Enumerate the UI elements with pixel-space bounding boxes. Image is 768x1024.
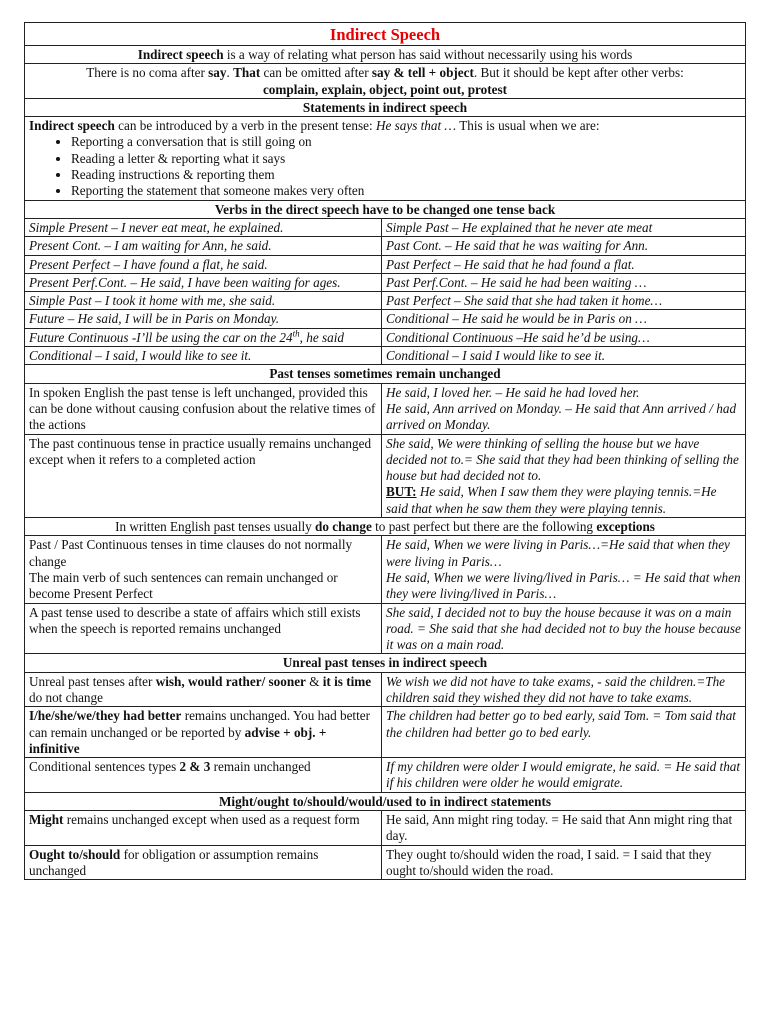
rule-line: Past / Past Continuous tenses in time clauses do not normally change (29, 537, 353, 569)
rule-text: Conditional sentences types (29, 759, 180, 775)
written-exceptions: exceptions (596, 519, 655, 535)
indirect-speech-cell: Conditional – I said I would like to see it. (382, 347, 746, 365)
rule-text: Unreal past tenses after (29, 673, 156, 689)
table-row (25, 237, 746, 255)
direct-speech-cell: Present Cont. – I am waiting for Ann, he said. (25, 237, 382, 255)
example-cell: We wish we did not have to take exams, - said the children.=The children said they wished they did not have to take exams. (382, 672, 746, 707)
but-label: BUT: (386, 484, 417, 500)
rule-text: remains unchanged except when used as a request form (63, 812, 360, 828)
table-row (25, 310, 746, 328)
written-text-2: to past perfect but there are the following (371, 519, 597, 535)
past-unchanged-heading: Past tenses sometimes remain unchanged (25, 365, 746, 383)
unreal-heading: Unreal past tenses in indirect speech (25, 654, 746, 672)
example-line: She said, We were thinking of selling the house but we have decided not to.= She said that they had been thinking of selling the house but had decided not to. (386, 435, 739, 484)
intro-text: is a way of relating what person has said without necessarily using his words (223, 47, 633, 62)
statements-example: He says that … (375, 118, 457, 134)
statements-heading-row (25, 98, 746, 116)
example-line: He said, Ann arrived on Monday. – He said that Ann arrived / had arrived on Monday. (386, 400, 737, 433)
rule-cell: In spoken English the past tense is left unchanged, provided this can be done without causing confusion about the relative times of the actions (25, 383, 382, 434)
indirect-speech-cell: Past Perfect – She said that she had taken it home… (382, 292, 746, 310)
rule-line: The main verb of such sentences can remain unchanged or become Present Perfect (29, 569, 338, 602)
indirect-speech-cell: Conditional – He said he would be in Paris on … (382, 310, 746, 328)
statements-list (29, 134, 741, 199)
written-text-1: In written English past tenses usually (115, 519, 316, 535)
coma-rule-text-2: . (226, 65, 234, 81)
statements-row (25, 117, 746, 200)
coma-rule-text-3: can be omitted after (260, 65, 372, 81)
list-item: • Reporting the statement that someone makes very often (71, 183, 741, 199)
future-cont-sup: th (292, 328, 300, 339)
table-row (25, 845, 746, 880)
grammar-document (24, 22, 746, 880)
written-heading-row (25, 518, 746, 536)
example-cell: If my children were older I would emigrate, he said. = He said that if his children were older he would emigrate. (382, 758, 746, 793)
direct-speech-cell (25, 328, 382, 346)
indirect-speech-cell: Simple Past – He explained that he never ate meat (382, 218, 746, 236)
direct-speech-cell: Future – He said, I will be in Paris on Monday. (25, 310, 382, 328)
intro-row (25, 46, 746, 64)
modals-heading-row (25, 792, 746, 810)
rule-bold: 2 & 3 (179, 759, 211, 775)
direct-speech-cell: Simple Present – I never eat meat, he explained. (25, 218, 382, 236)
indirect-speech-cell: Past Perfect – He said that he had found a flat. (382, 255, 746, 273)
coma-rule-say-tell: say & tell + object (371, 65, 474, 81)
tense-back-heading: Verbs in the direct speech have to be changed one tense back (25, 200, 746, 218)
table-row (25, 273, 746, 291)
direct-speech-cell: Conditional – I said, I would like to see it. (25, 347, 382, 365)
coma-rule-text-4: . But it should be kept after other verbs: (473, 65, 684, 81)
rule-bold: advise + obj. + infinitive (29, 724, 327, 756)
modals-heading: Might/ought to/should/would/used to in indirect statements (25, 792, 746, 810)
rule-text: remain unchanged (210, 759, 311, 775)
coma-rule-text-1: There is no coma after (86, 65, 209, 81)
coma-rule-that: That (233, 65, 261, 81)
table-row (25, 707, 746, 758)
rule-text: do not change (29, 689, 103, 705)
example-cell: They ought to/should widen the road, I said. = I said that they ought to/should widen the road. (382, 845, 746, 880)
intro-term: Indirect speech (137, 47, 224, 62)
intro-cell (25, 46, 746, 64)
coma-rule-verbs: complain, explain, object, point out, protest (262, 81, 508, 97)
table-row (25, 536, 746, 603)
past-unchanged-heading-row (25, 365, 746, 383)
coma-rule-cell (25, 64, 746, 99)
direct-speech-cell: Simple Past – I took it home with me, she said. (25, 292, 382, 310)
example-cell: The children had better go to bed early, said Tom. = Tom said that the children had better go to bed early. (382, 707, 746, 758)
rule-cell (25, 811, 382, 846)
unreal-heading-row (25, 654, 746, 672)
rule-bold: Might (29, 812, 64, 828)
future-cont-text-a: Future Continuous -I’ll be using the car on the 24 (29, 329, 293, 345)
statements-text-2: This is usual when we are: (456, 118, 600, 134)
table-row (25, 347, 746, 365)
list-item: • Reading a letter & reporting what it says (71, 151, 741, 167)
indirect-speech-cell: Past Perf.Cont. – He said he had been waiting … (382, 273, 746, 291)
page-title: Indirect Speech (25, 23, 746, 46)
rule-cell: The past continuous tense in practice usually remains unchanged except when it refers to a completed action (25, 434, 382, 517)
statements-heading: Statements in indirect speech (25, 98, 746, 116)
example-cell (382, 536, 746, 603)
example-cell: He said, Ann might ring today. = He said that Ann might ring that day. (382, 811, 746, 846)
direct-speech-cell: Present Perfect – I have found a flat, he said. (25, 255, 382, 273)
table-row (25, 383, 746, 434)
future-cont-text-b: , he said (299, 329, 344, 345)
table-row (25, 328, 746, 346)
rule-bold: Ought to/should (29, 846, 121, 862)
direct-speech-cell: Present Perf.Cont. – He said, I have been waiting for ages. (25, 273, 382, 291)
rule-bold: it is time (322, 673, 372, 689)
list-item: • Reading instructions & reporting them (71, 167, 741, 183)
rule-bold: I/he/she/we/they had better (29, 708, 182, 724)
example-cell (382, 383, 746, 434)
coma-rule-row (25, 64, 746, 99)
example-line: He said, When we were living in Paris…=He said that when they were living in Paris… (386, 537, 730, 569)
example-line: He said, When we were living/lived in Paris… = He said that when they were living/lived in Paris… (386, 569, 741, 602)
written-heading (25, 518, 746, 536)
title-row (25, 23, 746, 46)
rule-text: remains unchanged. You had better can remain unchanged or be reported by (29, 708, 370, 740)
statements-cell (25, 117, 746, 200)
table-row (25, 218, 746, 236)
list-item: • Reporting a conversation that is still going on (71, 134, 741, 150)
rule-cell: A past tense used to describe a state of affairs which still exists when the speech is reported remains unchanged (25, 603, 382, 654)
coma-rule-say: say (208, 65, 227, 81)
example-cell (382, 434, 746, 517)
written-do-change: do change (315, 519, 372, 535)
example-line: He said, When I saw them they were playing tennis.=He said that when he saw them they were playing tennis. (386, 484, 717, 516)
table-row (25, 434, 746, 517)
indirect-speech-table (24, 22, 746, 880)
table-row (25, 672, 746, 707)
example-cell: She said, I decided not to buy the house because it was on a main road. = She said that she had decided not to buy the house because it was on a main road. (382, 603, 746, 654)
table-row (25, 758, 746, 793)
indirect-speech-cell: Conditional Continuous –He said he’d be using… (382, 328, 746, 346)
example-line: He said, I loved her. – He said he had loved her. (386, 384, 640, 400)
table-row (25, 255, 746, 273)
tense-back-heading-row (25, 200, 746, 218)
table-row (25, 811, 746, 846)
table-row (25, 292, 746, 310)
rule-bold: wish, would rather/ sooner (155, 673, 306, 689)
rule-cell (25, 707, 382, 758)
rule-text: & (305, 673, 323, 689)
table-row (25, 603, 746, 654)
rule-text: for obligation or assumption remains unchanged (29, 846, 319, 878)
rule-cell (25, 672, 382, 707)
rule-cell (25, 536, 382, 603)
rule-cell (25, 758, 382, 793)
indirect-speech-cell: Past Cont. – He said that he was waiting for Ann. (382, 237, 746, 255)
statements-term: Indirect speech (29, 118, 115, 134)
statements-text-1: can be introduced by a verb in the present tense: (114, 118, 376, 134)
rule-cell (25, 845, 382, 880)
